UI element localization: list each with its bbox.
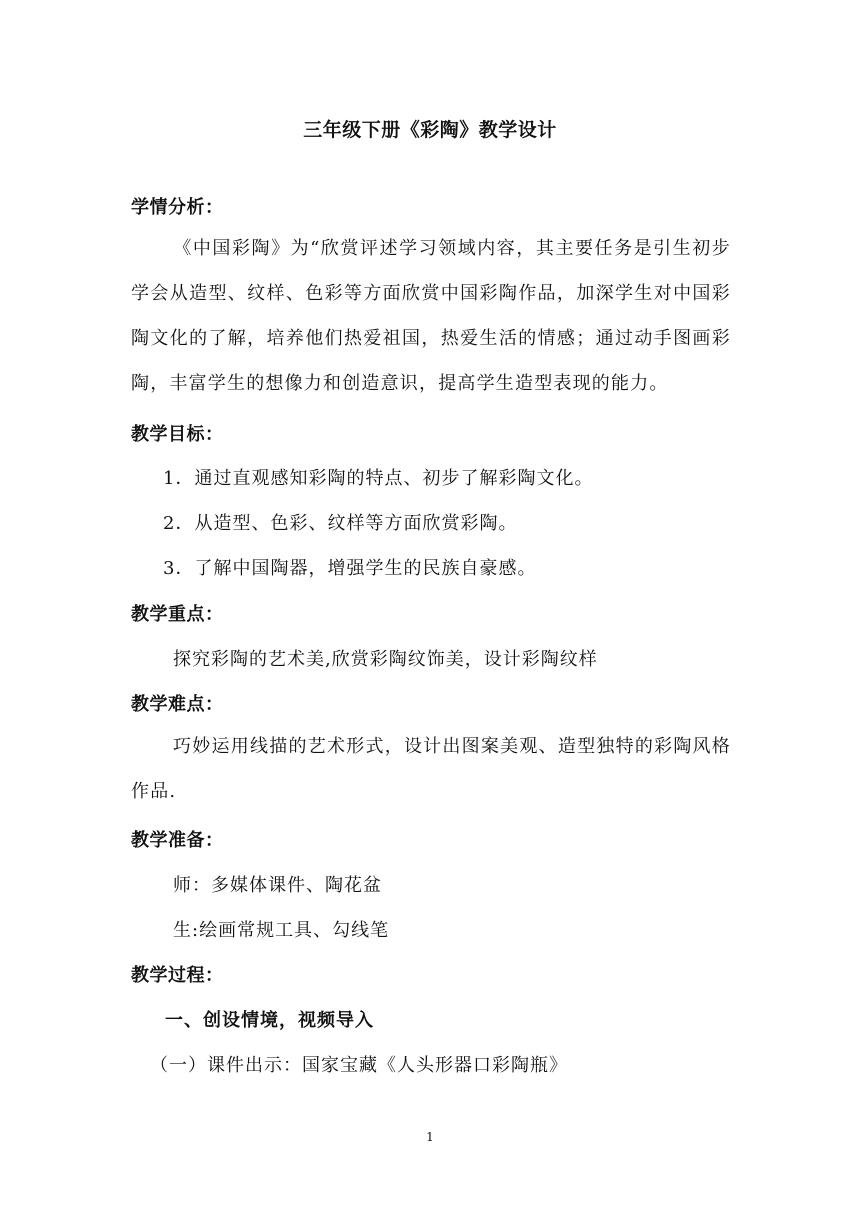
- difficulties-paragraph: [131, 724, 731, 814]
- analysis-paragraph: [131, 226, 731, 406]
- analysis-heading: 学情分析：: [131, 197, 224, 218]
- key-points-heading: 教学重点：: [131, 604, 224, 625]
- process-step-1-sub: （一）课件出示：国家宝藏《人头形器口彩陶瓶》: [150, 1055, 568, 1076]
- key-points-text: 探究彩陶的艺术美,欣赏彩陶纹饰美，设计彩陶纹样: [173, 649, 598, 670]
- preparation-heading: 教学准备：: [131, 830, 224, 851]
- process-step-1: 一、创设情境，视频导入: [165, 1010, 374, 1031]
- preparation-teacher: 师：多媒体课件、陶花盆: [173, 875, 382, 896]
- page-number: 1: [426, 1130, 434, 1144]
- analysis-text: 《中国彩陶》为“欣赏评述学习领域内容，其主要任务是引生初步学会从造型、纹样、色彩等方面欣赏中国彩陶作品，加深学生对中国彩陶文化的了解，培养他们热爱祖国，热爱生活的情感；通过动手图画彩陶，丰富学生的想像力和创造意识，提高学生造型表现的能力。: [131, 238, 731, 394]
- preparation-student: 生:绘画常规工具、勾线笔: [173, 920, 390, 941]
- document-title: 三年级下册《彩陶》教学设计: [303, 119, 557, 141]
- goal-item-3: 3．了解中国陶器，增强学生的民族自豪感。: [163, 558, 537, 579]
- difficulties-text: 巧妙运用线描的艺术形式，设计出图案美观、造型独特的彩陶风格作品.: [131, 736, 731, 802]
- goals-heading: 教学目标：: [131, 424, 224, 445]
- difficulties-heading: 教学难点：: [131, 694, 224, 715]
- process-heading: 教学过程：: [131, 965, 224, 986]
- goal-item-1: 1．通过直观感知彩陶的特点、初步了解彩陶文化。: [163, 468, 594, 489]
- goal-item-2: 2．从造型、色彩、纹样等方面欣赏彩陶。: [163, 513, 518, 534]
